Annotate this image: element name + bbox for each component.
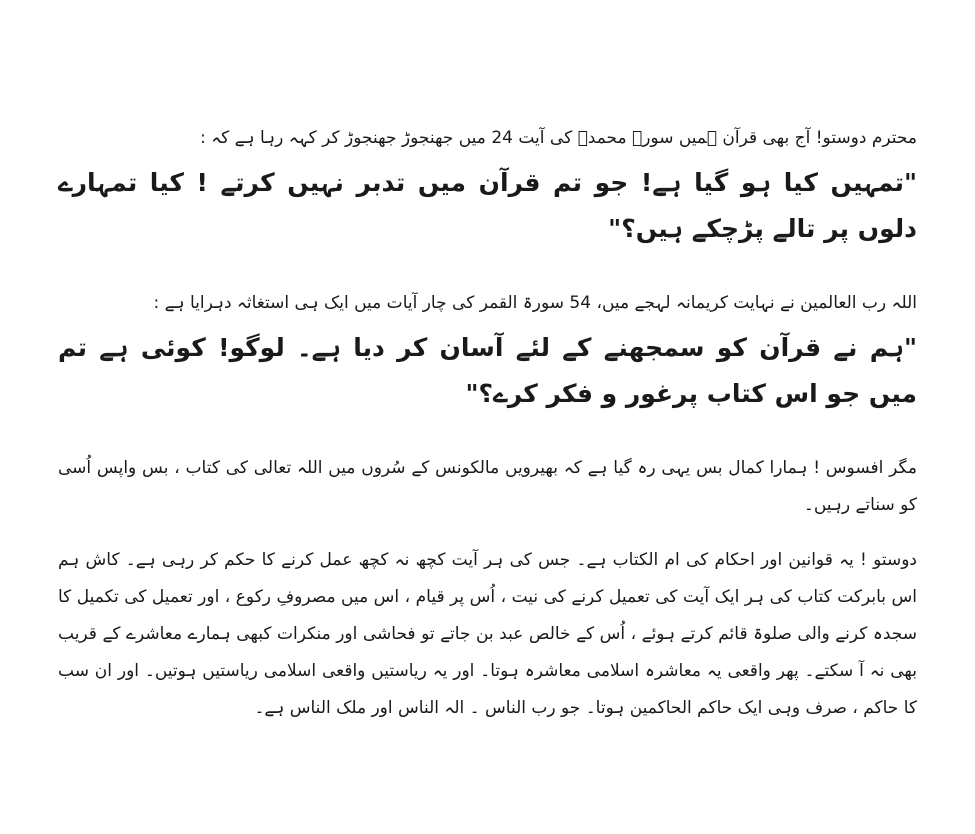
quran-quote-tadabbur: "تمہیں کیا ہو گیا ہے! جو تم قرآن میں تدبر نہیں کرتے ! کیا تمہارے دلوں پر تالے پڑچکے ہیں؟" bbox=[58, 168, 917, 243]
dosto-paragraph: دوستو ! یہ قوانین اور احکام کی ام الکتاب ہے۔ جس کی ہر آیت کچھ نہ کچھ عمل کرنے کا حکم کر رہی ہے۔ کاش ہم اس بابرکت کتاب کی ہر ایک آیت کی تعمیل کرنے کی نیت ، اُس پر قیام ، اس میں مصروفِ رکوع ، اور تعمیل کی تکمیل کا سجدہ کرنے والی صلوۃ قائم کرتے ہوئے ، اُس کے خالص عبد بن جاتے تو فحاشی اور منکرات کبھی ہمارے معاشرے کے قریب بھی نہ آ سکتے۔ پھر واقعی یہ معاشرہ اسلامی معاشرہ ہوتا۔ اور یہ ریاستیں واقعی اسلامی ریاستیں ہوتیں۔ اور ان سب کا حاکم ، صرف وہی ایک حاکم الحاکمین ہوتا۔ جو رب الناس ۔ الہ الناس اور ملک الناس ہے۔ bbox=[58, 550, 917, 718]
intro-paragraph: محترم دوستو! آج بھی قرآن ہمیں سورۃ محمدؐ کی آیت 24 میں جھنجوڑ جھنجوڑ کر کہہ رہا ہے کہ : bbox=[200, 128, 917, 148]
rabb-paragraph: اللہ رب العالمین نے نہایت کریمانہ لہجے میں، 54 سورۃ القمر کی چار آیات میں ایک ہی استغاثہ دہرایا ہے : bbox=[153, 293, 917, 313]
afsos-paragraph: مگر افسوس ! ہمارا کمال بس یہی رہ گیا ہے کہ بھیرویں مالکونس کے سُروں میں اللہ تعالی کی کتاب ، بس واپس اُسی کو سناتے رہیں۔ bbox=[58, 458, 917, 515]
quran-quote-easy: "ہم نے قرآن کو سمجھنے کے لئے آسان کر دیا ہے۔ لوگو! کوئی ہے تم میں جو اس کتاب پرغور و فکر کرے؟" bbox=[58, 333, 917, 408]
